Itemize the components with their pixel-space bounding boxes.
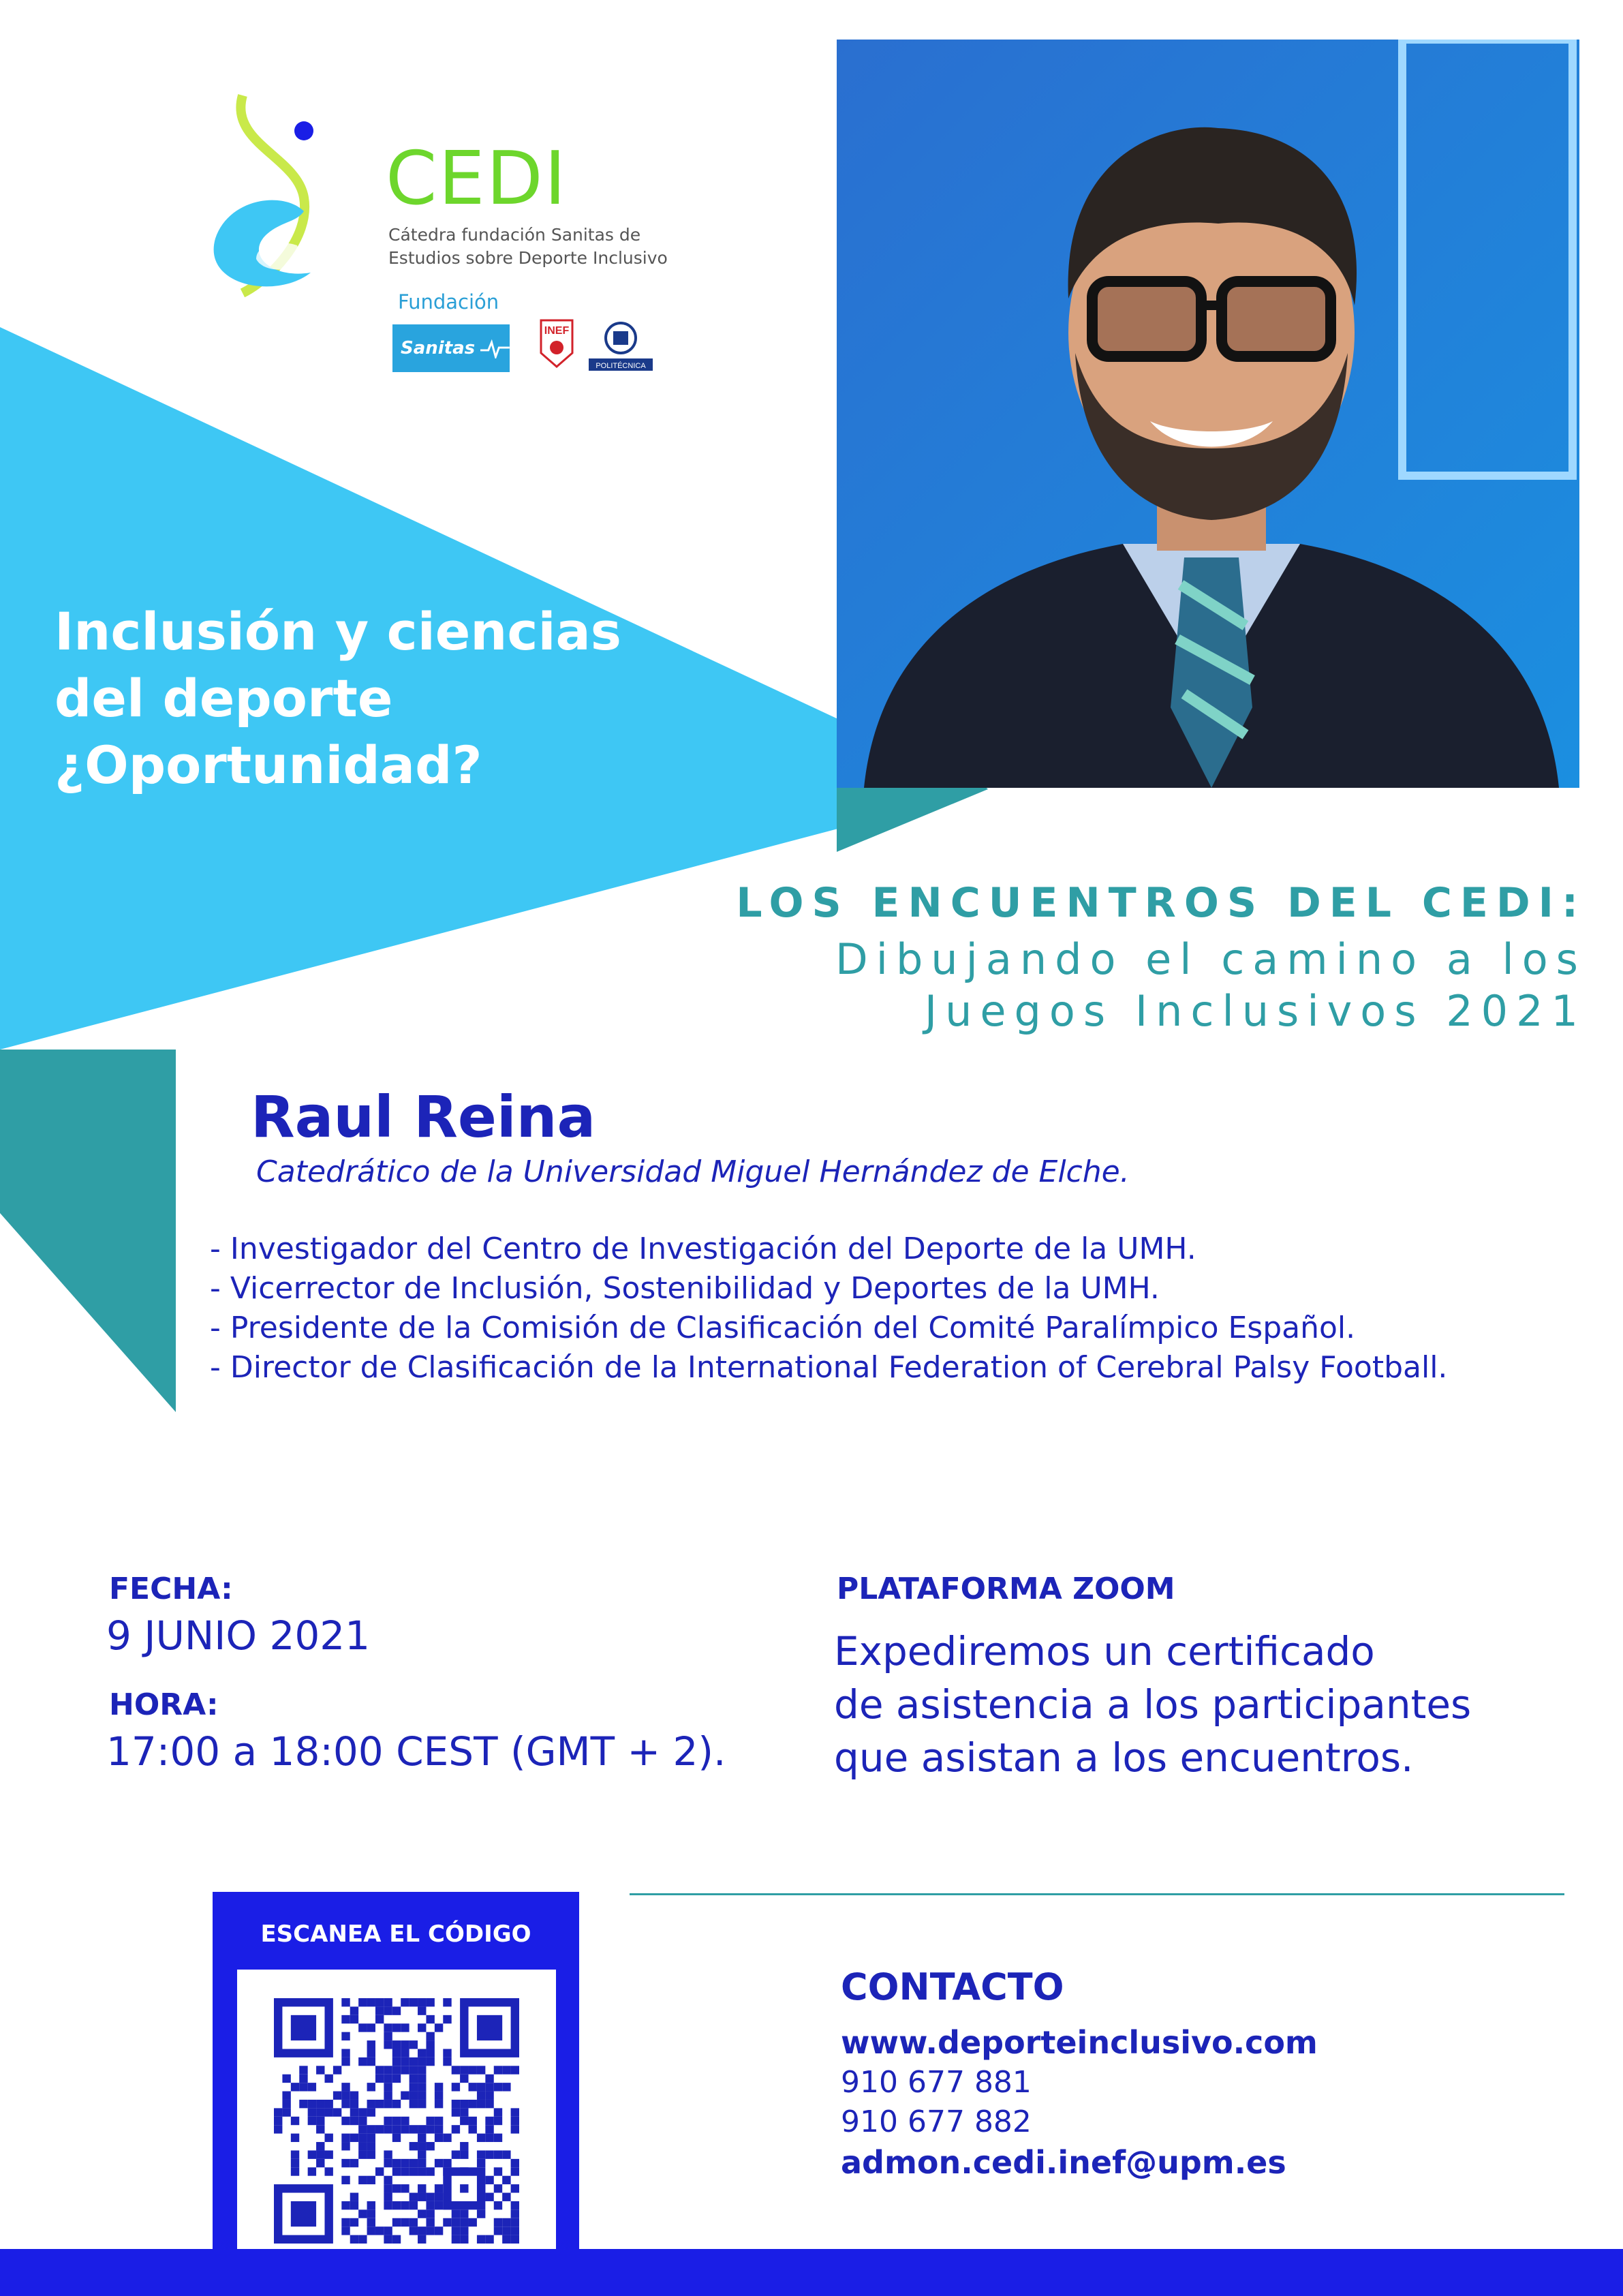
speaker-role: Catedrático de la Universidad Miguel Hernández de Elche. [256, 1154, 1130, 1189]
cedi-acronym: CEDI [386, 136, 568, 221]
bio-item: - Investigador del Centro de Investigación del Deporte de la UMH. [210, 1231, 1196, 1266]
cedi-subtitle [388, 224, 688, 270]
sanitas-label: Sanitas [401, 338, 476, 358]
contact-phone-1[interactable]: 910 677 881 [841, 2065, 1032, 2100]
series-title: LOS ENCUENTROS DEL CEDI: [736, 879, 1586, 927]
contact-title: CONTACTO [841, 1965, 1064, 2008]
speaker-bio-list [210, 1229, 1447, 1388]
upm-politecnica-logo [586, 320, 655, 372]
cedi-figure-logo [202, 82, 358, 307]
divider [630, 1893, 1564, 1895]
heartbeat-icon [480, 338, 510, 358]
time-value: 17:00 a 18:00 CEST (GMT + 2). [106, 1728, 726, 1775]
cedi-subtitle-line2: Estudios sobre Deporte Inclusivo [388, 248, 668, 268]
speaker-name: Raul Reina [251, 1084, 596, 1150]
speaker-photo [837, 40, 1579, 788]
certificate-line2: de asistencia a los participantes [834, 1681, 1472, 1728]
upm-text: POLITÉCNICA [596, 362, 646, 370]
certificate-line1: Expediremos un certificado [834, 1628, 1375, 1674]
teal-triangle-lower [0, 1050, 176, 1412]
hero-title-line1: Inclusión y ciencias [55, 601, 622, 662]
series-subtitle-line1: Dibujando el camino a los [835, 934, 1586, 984]
hero-title-line2: del deporte [55, 668, 393, 729]
qr-code[interactable] [274, 1998, 519, 2244]
cedi-subtitle-line1: Cátedra fundación Sanitas de [388, 225, 641, 245]
hero-title [55, 598, 668, 799]
date-label: FECHA: [109, 1572, 233, 1606]
certificate-note [834, 1625, 1583, 1784]
certificate-line3: que asistan a los encuentros. [834, 1734, 1414, 1781]
footer-bar [0, 2249, 1623, 2296]
qr-label: ESCANEA EL CÓDIGO [260, 1920, 531, 1948]
fundacion-label: Fundación [398, 290, 499, 313]
date-value: 9 JUNIO 2021 [106, 1612, 371, 1659]
series-subtitle-line2: Juegos Inclusivos 2021 [924, 986, 1586, 1036]
hero-title-line3: ¿Oportunidad? [55, 735, 482, 795]
inef-text: INEF [544, 325, 570, 337]
contact-email-link[interactable]: admon.cedi.inef@upm.es [841, 2144, 1286, 2181]
bio-item: - Director de Clasificación de la International Federation of Cerebral Palsy Football. [210, 1350, 1448, 1385]
sanitas-logo [392, 324, 510, 372]
time-label: HORA: [109, 1687, 219, 1722]
bio-item: - Vicerrector de Inclusión, Sostenibilidad y Deportes de la UMH. [210, 1271, 1160, 1306]
bio-item: - Presidente de la Comisión de Clasificación del Comité Paralímpico Español. [210, 1311, 1356, 1345]
contact-website-link[interactable]: www.deporteinclusivo.com [841, 2024, 1318, 2061]
contact-phone-2[interactable]: 910 677 882 [841, 2104, 1032, 2139]
inef-logo [540, 319, 574, 368]
platform-label: PLATAFORMA ZOOM [837, 1572, 1175, 1606]
